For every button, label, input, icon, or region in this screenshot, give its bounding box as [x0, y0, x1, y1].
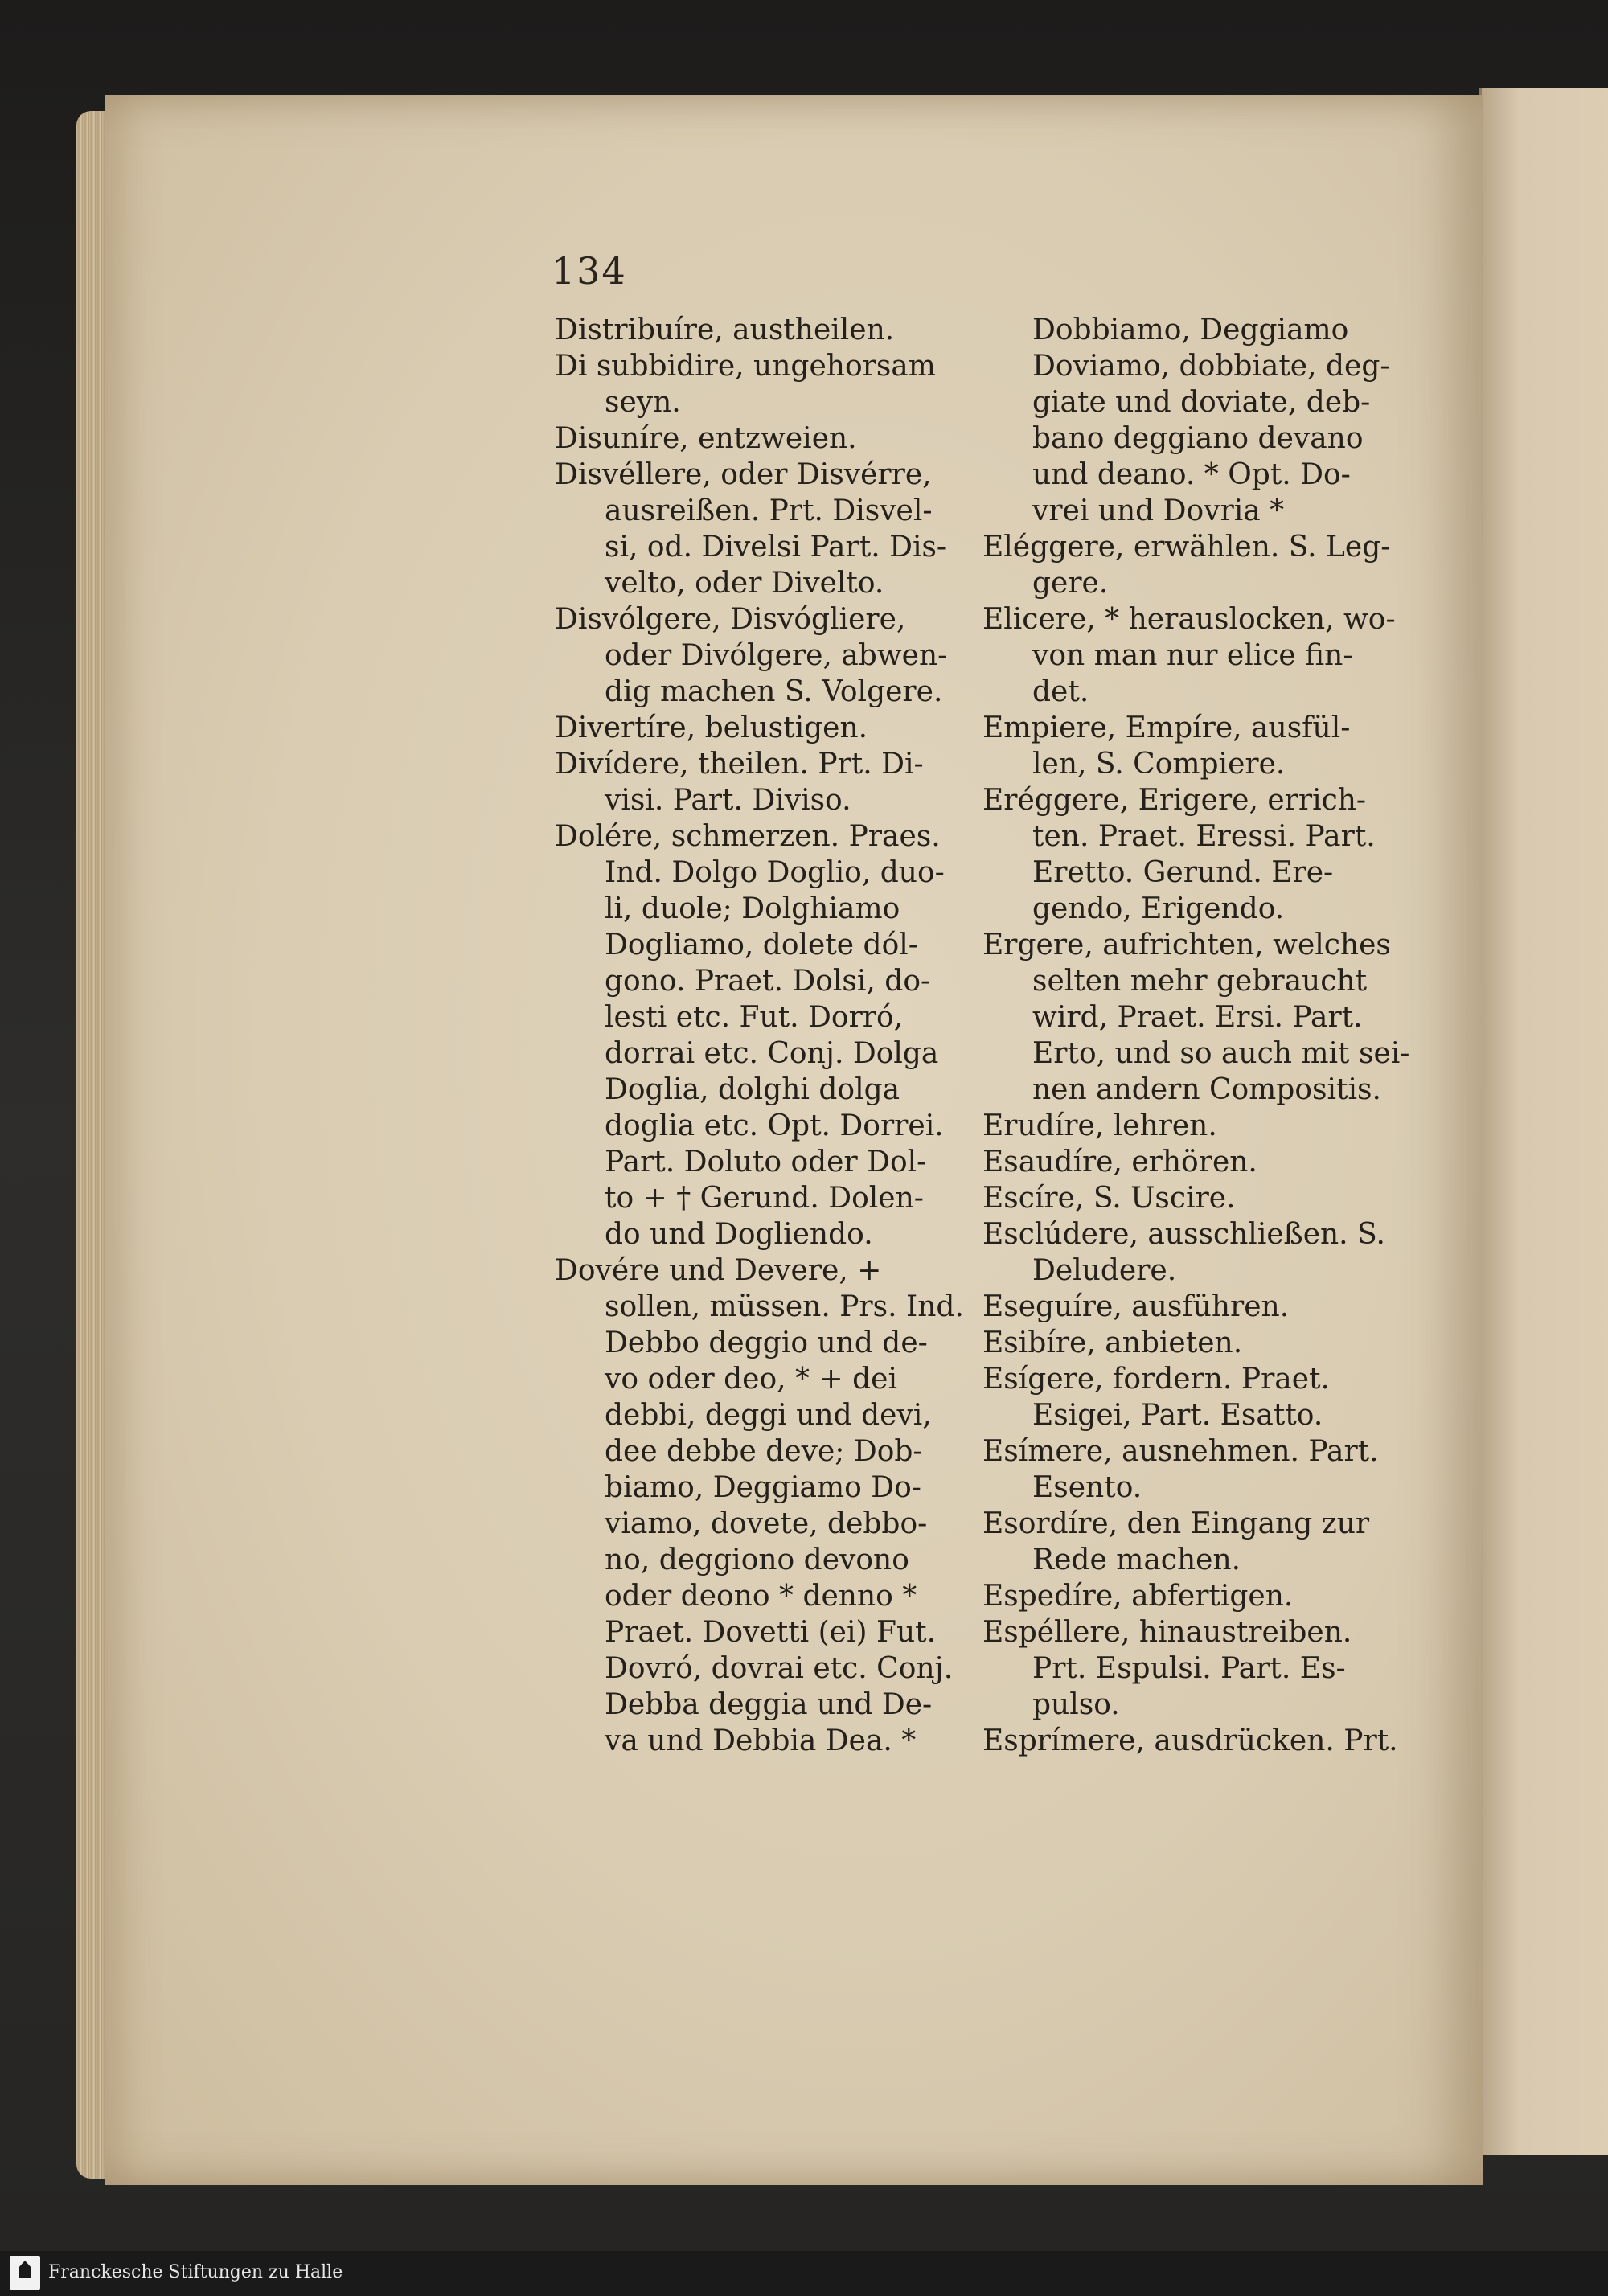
text-line: selten mehr gebraucht [1032, 965, 1368, 998]
text-line: Esímere, ausnehmen. Part. [982, 1435, 1379, 1468]
text-line: nen andern Compositis. [1032, 1073, 1381, 1106]
text-line: Rede machen. [1032, 1544, 1241, 1576]
text-line: und deano. * Opt. Do- [1032, 458, 1351, 491]
text-line: li, duole; Dolghiamo [605, 892, 900, 925]
text-line: Divertíre, belustigen. [555, 711, 868, 744]
text-line: von man nur elice fin- [1032, 639, 1353, 672]
text-line: seyn. [605, 386, 681, 419]
right-text-column [982, 312, 1410, 1759]
text-line: Esibíre, anbieten. [982, 1326, 1243, 1359]
text-line: Dovró, dovrai etc. Conj. [605, 1652, 954, 1685]
text-line: Erudíre, lehren. [982, 1109, 1217, 1142]
text-line: oder deono * denno * [605, 1580, 917, 1613]
text-line: Divídere, theilen. Prt. Di- [555, 748, 924, 781]
text-line: no, deggiono devono [605, 1544, 909, 1576]
text-line: do und Dogliendo. [605, 1218, 873, 1251]
left-text-column [555, 312, 981, 1759]
text-line: Elicere, * herauslocken, wo- [982, 603, 1396, 636]
text-line: Disvólgere, Disvógliere, [555, 603, 906, 636]
text-line: Part. Doluto oder Dol- [605, 1146, 927, 1179]
text-line: Disvéllere, oder Disvérre, [555, 458, 932, 491]
text-line: Ind. Dolgo Doglio, duo- [605, 856, 945, 889]
text-line: Doviamo, dobbiate, deg- [1032, 350, 1390, 383]
text-line: ten. Praet. Eressi. Part. [1032, 820, 1376, 853]
text-line: ausreißen. Prt. Disvel- [605, 494, 933, 527]
text-line: len, S. Compiere. [1032, 748, 1286, 781]
text-line: bano deggiano devano [1032, 422, 1364, 455]
text-line: Esaudíre, erhören. [982, 1146, 1257, 1179]
text-line: gono. Praet. Dolsi, do- [605, 965, 931, 998]
institution-name: Franckesche Stiftungen zu Halle [48, 2262, 343, 2282]
text-line: biamo, Deggiamo Do- [605, 1471, 921, 1504]
text-line: si, od. Divelsi Part. Dis- [605, 531, 947, 564]
text-line: lesti etc. Fut. Dorró, [605, 1001, 904, 1034]
text-line: Debbo deggio und de- [605, 1326, 928, 1359]
text-line: Esordíre, den Eingang zur [982, 1507, 1370, 1540]
text-line: doglia etc. Opt. Dorrei. [605, 1109, 944, 1142]
text-line: Esigei, Part. Esatto. [1032, 1399, 1323, 1432]
text-line: vo oder deo, * + dei [605, 1363, 897, 1396]
text-line: debbi, deggi und devi, [605, 1399, 932, 1432]
text-line: va und Debbia Dea. * [605, 1724, 917, 1757]
text-line: dorrai etc. Conj. Dolga [605, 1037, 939, 1070]
text-line: wird, Praet. Ersi. Part. [1032, 1001, 1363, 1034]
text-line: Eréggere, Erigere, errich- [982, 784, 1367, 817]
text-line: viamo, dovete, debbo- [605, 1507, 928, 1540]
text-line: Esprímere, ausdrücken. Prt. [982, 1724, 1398, 1757]
text-line: Debba deggia und De- [605, 1688, 933, 1721]
page-number: 134 [552, 249, 627, 293]
text-line: giate und doviate, deb- [1032, 386, 1371, 419]
text-line: Dogliamo, dolete dól- [605, 929, 918, 961]
institution-logo-icon [10, 2256, 40, 2290]
viewer-footer [0, 2251, 1608, 2296]
text-line: Empiere, Empíre, ausfül- [982, 711, 1351, 744]
text-line: pulso. [1032, 1688, 1120, 1721]
text-line: gere. [1032, 567, 1109, 600]
text-line: Praet. Dovetti (ei) Fut. [605, 1616, 937, 1649]
text-line: Erto, und so auch mit sei- [1032, 1037, 1410, 1070]
text-line: velto, oder Divelto. [605, 567, 884, 600]
text-line: oder Divólgere, abwen- [605, 639, 948, 672]
text-line: gendo, Erigendo. [1032, 892, 1285, 925]
text-line: Deludere. [1032, 1254, 1177, 1287]
text-line: Dobbiamo, Deggiamo [1032, 314, 1349, 346]
text-line: Eléggere, erwählen. S. Leg- [982, 531, 1391, 564]
text-line: Ergere, aufrichten, welches [982, 929, 1391, 961]
text-line: Esclúdere, ausschließen. S. [982, 1218, 1385, 1251]
text-line: Espéllere, hinaustreiben. [982, 1616, 1352, 1649]
text-line: dee debbe deve; Dob- [605, 1435, 923, 1468]
text-line: visi. Part. Diviso. [605, 784, 851, 817]
text-line: Esígere, fordern. Praet. [982, 1363, 1330, 1396]
text-line: dig machen S. Volgere. [605, 675, 943, 708]
text-line: Escíre, S. Uscire. [982, 1182, 1236, 1215]
text-line: vrei und Dovria * [1032, 494, 1285, 527]
text-line: Doglia, dolghi dolga [605, 1073, 900, 1106]
facing-page-edge [1479, 88, 1608, 2155]
text-line: Dovére und Devere, + [555, 1254, 882, 1287]
text-line: Espedíre, abfertigen. [982, 1580, 1294, 1613]
text-line: Eretto. Gerund. Ere- [1032, 856, 1334, 889]
text-line: sollen, müssen. Prs. Ind. [605, 1290, 964, 1323]
text-line: Disuníre, entzweien. [555, 422, 857, 455]
text-line: Prt. Espulsi. Part. Es- [1032, 1652, 1346, 1685]
text-line: Esento. [1032, 1471, 1142, 1504]
text-line: det. [1032, 675, 1089, 708]
text-line: Eseguíre, ausführen. [982, 1290, 1290, 1323]
text-line: to + † Gerund. Dolen- [605, 1182, 924, 1215]
text-line: Dolére, schmerzen. Praes. [555, 820, 941, 853]
text-line: Distribuíre, austheilen. [555, 314, 895, 346]
text-line: Di subbidire, ungehorsam [555, 350, 936, 383]
